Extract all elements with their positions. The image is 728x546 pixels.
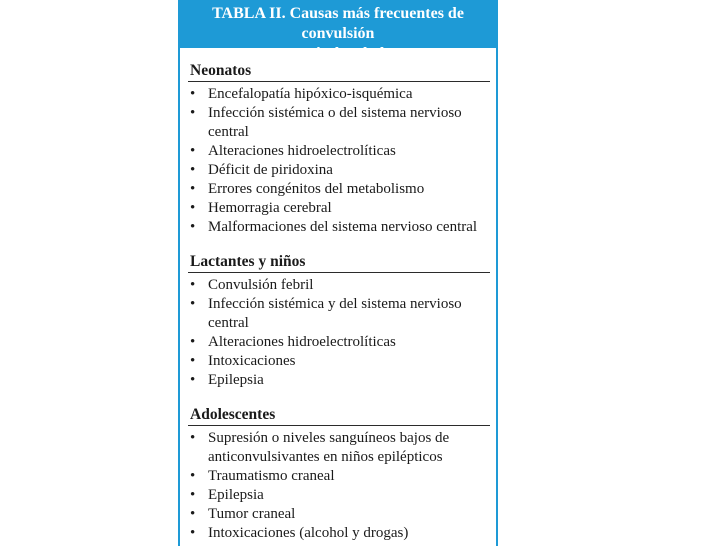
list-item: • Malformaciones del sistema nervioso central <box>190 218 490 237</box>
list-item: • Encefalopatía hipóxico-isquémica <box>190 85 490 104</box>
list-lactantes <box>190 276 490 390</box>
list-item: • Errores congénitos del metabolismo <box>190 180 490 199</box>
list-item: • Convulsión febril <box>190 276 490 295</box>
section-title-neonatos: Neonatos <box>190 62 252 79</box>
list-item: • Alteraciones hidroelectrolíticas <box>190 142 490 161</box>
section-divider <box>188 272 490 273</box>
list-item: • Tumor craneal <box>190 505 490 524</box>
list-item: • Epilepsia <box>190 371 490 390</box>
list-item: • Infección sistémica y del sistema nervioso central <box>190 295 490 333</box>
section-divider <box>188 425 490 426</box>
table-header <box>180 0 496 62</box>
list-item: • Intoxicaciones (alcohol y drogas) <box>190 524 490 543</box>
list-neonatos <box>190 85 490 237</box>
list-item: • Traumatismo craneal <box>190 467 490 486</box>
section-title-lactantes: Lactantes y niños <box>190 253 306 270</box>
list-item: • Alteraciones hidroelectrolíticas <box>190 333 490 352</box>
list-item: • Infección sistémica o del sistema nervioso central <box>190 104 490 142</box>
list-adolescentes <box>190 429 490 543</box>
section-divider <box>188 81 490 82</box>
table-title-line1: TABLA II. Causas más frecuentes de convulsión <box>212 5 464 42</box>
list-item: • Intoxicaciones <box>190 352 490 371</box>
list-item: • Epilepsia <box>190 486 490 505</box>
table-title-line2: según la edad <box>291 45 385 62</box>
section-title-adolescentes: Adolescentes <box>190 406 276 423</box>
list-item: • Supresión o niveles sanguíneos bajos de anticonvulsivantes en niños epilépticos <box>190 429 490 467</box>
causes-table <box>178 0 498 546</box>
list-item: • Hemorragia cerebral <box>190 199 490 218</box>
list-item: • Déficit de piridoxina <box>190 161 490 180</box>
